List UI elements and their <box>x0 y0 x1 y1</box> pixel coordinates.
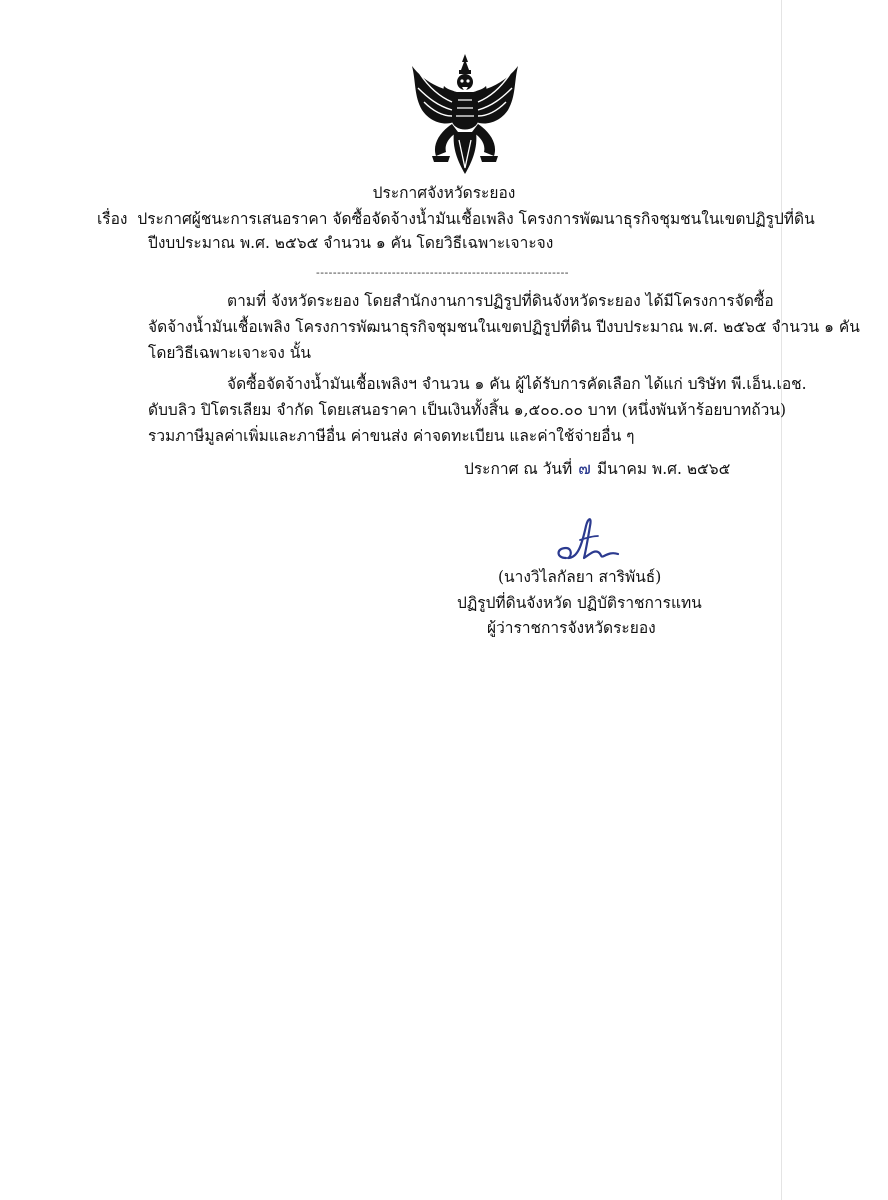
signatory-position-2: ผู้ว่าราชการจังหวัดระยอง <box>487 619 656 637</box>
garuda-emblem <box>402 52 528 176</box>
signatory-name: (นางวิไลกัลยา สาริพันธ์) <box>498 568 662 586</box>
announcement-date <box>464 458 730 480</box>
paragraph-2-line-3: รวมภาษีมูลค่าเพิ่มและภาษีอื่น ค่าขนส่ง ค่าจดทะเบียน และค่าใช้จ่ายอื่น ๆ <box>148 427 635 445</box>
subject-line-2: ปีงบประมาณ พ.ศ. ๒๕๖๕ จำนวน ๑ คัน โดยวิธีเฉพาะเจาะจง <box>148 234 554 252</box>
scan-edge-line <box>781 0 782 1200</box>
date-month-year: มีนาคม พ.ศ. ๒๕๖๕ <box>596 460 731 478</box>
date-day-handwritten: ๗ <box>578 459 591 479</box>
paragraph-1-line-1: ตามที่ จังหวัดระยอง โดยสำนักงานการปฏิรูปที่ดินจังหวัดระยอง ได้มีโครงการจัดซื้อ <box>227 292 774 310</box>
paragraph-1-line-3: โดยวิธีเฉพาะเจาะจง นั้น <box>148 344 311 362</box>
signature-scribble <box>526 514 626 564</box>
divider-dashes: ------------------------------------------------------------ <box>316 266 570 279</box>
subject-label: เรื่อง <box>97 210 128 228</box>
paragraph-1-line-2: จัดจ้างน้ำมันเชื้อเพลิง โครงการพัฒนาธุรกิจชุมชนในเขตปฏิรูปที่ดิน ปีงบประมาณ พ.ศ. ๒๕๖๕ จำนวน ๑ คัน <box>148 318 860 336</box>
subject-text-1: ประกาศผู้ชนะการเสนอราคา จัดซื้อจัดจ้างน้ำมันเชื้อเพลิง โครงการพัฒนาธุรกิจชุมชนในเขตปฏิรูปที่ดิน <box>137 210 815 228</box>
paragraph-2-line-1: จัดซื้อจัดจ้างน้ำมันเชื้อเพลิงฯ จำนวน ๑ คัน ผู้ได้รับการคัดเลือก ได้แก่ บริษัท พี.เอ็น.เอช. <box>227 375 807 393</box>
signatory-position-1: ปฏิรูปที่ดินจังหวัด ปฏิบัติราชการแทน <box>457 594 702 612</box>
date-prefix: ประกาศ ณ วันที่ <box>464 460 573 478</box>
announcement-title: ประกาศจังหวัดระยอง <box>372 184 516 202</box>
paragraph-2-line-2: ดับบลิว ปิโตรเลียม จำกัด โดยเสนอราคา เป็นเงินทั้งสิ้น ๑,๕๐๐.๐๐ บาท (หนึ่งพันห้าร้อยบาทถ้วน) <box>148 401 786 419</box>
subject-line-1 <box>97 208 815 230</box>
